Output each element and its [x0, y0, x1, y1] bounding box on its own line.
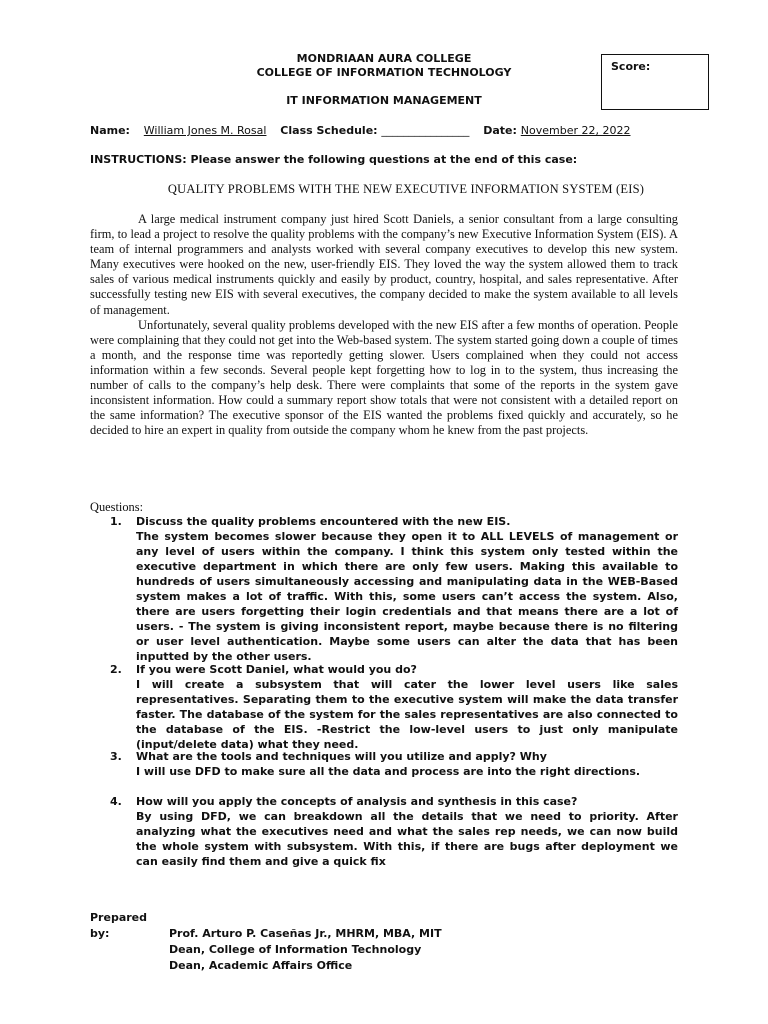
question-item-3 — [110, 749, 678, 779]
question-text: If you were Scott Daniel, what would you do? — [136, 663, 417, 676]
schedule-value: ________________ — [381, 124, 470, 137]
student-info-line — [90, 124, 690, 137]
question-number: 2. — [110, 663, 122, 676]
college-name: MONDRIAAN AURA COLLEGE — [296, 52, 472, 65]
name-value: William Jones M. Rosal — [143, 124, 267, 137]
case-title: QUALITY PROBLEMS WITH THE NEW EXECUTIVE INFORMATION SYSTEM (EIS) — [167, 182, 645, 196]
case-paragraph-2: Unfortunately, several quality problems developed with the new EIS after a few months of operation. People were complaining that they could not get into the Web-based system. The system started going down a couple of times a month, and the response time was reportedly getting slower. Users complained when they could not access information within a few seconds. Several people kept forgetting how to log in to the system, thus increasing the number of calls to the company’s help desk. There were complaints that some of the reports in the system gave inconsistent information. How could a summary report show totals that were not consistent with a detailed report on the same information? The executive sponsor of the EIS wanted the problems fixed quickly and accurately, so he decided to hire an expert in quality from outside the company whom he knew from the past projects. — [90, 317, 678, 438]
question-item-1 — [110, 514, 678, 664]
question-text: What are the tools and techniques will you utilize and apply? Why — [136, 750, 547, 763]
case-body — [90, 212, 678, 438]
question-item-4 — [110, 794, 678, 869]
prepared-by-label: Prepared by: — [90, 911, 148, 940]
preparer-name: Prof. Arturo P. Caseñas Jr., MHRM, MBA, MIT — [169, 927, 442, 940]
question-text: Discuss the quality problems encountered with the new EIS. — [136, 515, 511, 528]
instructions: INSTRUCTIONS: Please answer the following questions at the end of this case: — [90, 153, 578, 166]
score-label: Score: — [611, 60, 651, 73]
score-box — [601, 54, 709, 110]
answer-text: The system becomes slower because they open it to ALL LEVELS of management or any level of users within the company. I think this system only tested within the executive department in which there are only few users. Making this available to hundreds of users simultaneously accessing and manipulating data in the WEB-Based system makes a lot of traffic. With this, some users can’t access the system. Also, there are users forgetting their login credentials and that means there are a lot of users. - The system is giving inconsistent report, maybe because there is no filtering or user level authentication. Maybe some users can alter the data that has been inputted by the other users. — [136, 530, 678, 663]
course-name: IT INFORMATION MANAGEMENT — [286, 94, 482, 107]
case-paragraph-1: A large medical instrument company just hired Scott Daniels, a senior consultant from a large consulting firm, to lead a project to resolve the quality problems with the company’s new Executive Information System (EIS). A team of internal programmers and analysts worked with several company executives to develop this new system. Many executives were hooked on the new, user-friendly EIS. They loved the way the system allowed them to track sales of various medical instruments quickly and easily by product, country, hospital, and sales representative. After successfully testing new EIS with several executives, the company decided to make the system available to all levels of management. — [90, 212, 678, 317]
answer-text: I will use DFD to make sure all the data and process are into the right directions. — [136, 765, 641, 778]
preparer-title-2: Dean, Academic Affairs Office — [169, 959, 353, 972]
date-label: Date: — [483, 124, 517, 137]
answer-text: I will create a subsystem that will cater the lower level users like sales representatives. Separating them to the executive system will make the data transfer faster. The database of the system for the sales representatives are also connected to the database of the EIS. -Restrict the low-level users to just only manipulate (input/delete data) what they need. — [136, 678, 678, 751]
question-text: How will you apply the concepts of analysis and synthesis in this case? — [136, 795, 578, 808]
question-number: 1. — [110, 515, 122, 528]
prepared-by-block — [90, 910, 442, 974]
preparer-title-1: Dean, College of Information Technology — [169, 943, 422, 956]
name-label: Name: — [90, 124, 130, 137]
schedule-label: Class Schedule: — [280, 124, 378, 137]
date-value: November 22, 2022 — [520, 124, 631, 137]
questions-label: Questions: — [90, 500, 144, 514]
question-item-2 — [110, 662, 678, 752]
answer-text: By using DFD, we can breakdown all the details that we need to priority. After analyzing what the executives need and what the sales rep needs, we can now build the whole system with subsystem. With this, if there are bugs after deployment we can easily find them and give a quick fix — [136, 810, 678, 868]
department-name: COLLEGE OF INFORMATION TECHNOLOGY — [256, 66, 512, 79]
question-number: 4. — [110, 795, 122, 808]
question-number: 3. — [110, 750, 122, 763]
